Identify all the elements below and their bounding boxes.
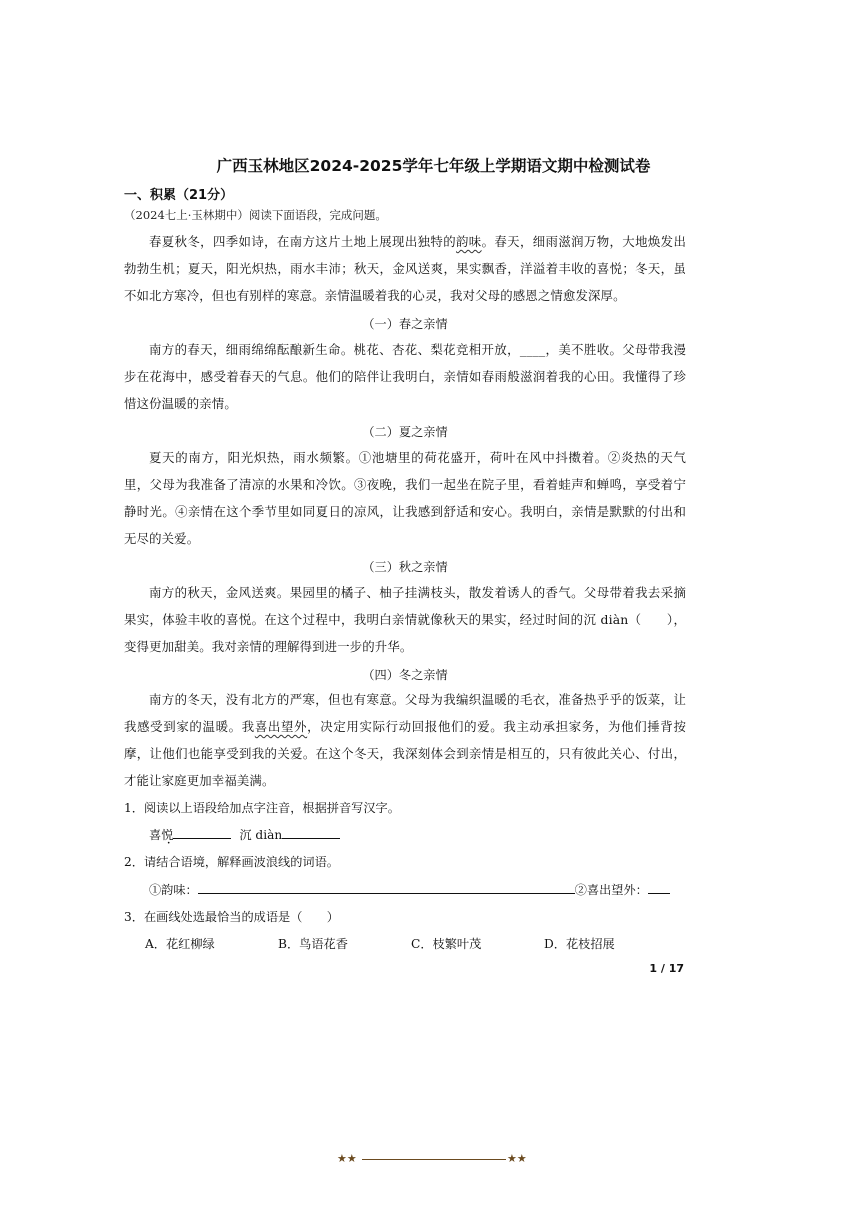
intro-paragraph: 春夏秋冬，四季如诗，在南方这片土地上展现出独特的韵味。春天，细雨滋润万物，大地焕发出勃勃生机；夏天，阳光炽热，雨水丰沛；秋天，金风送爽，果实飘香，洋溢着丰收的喜悦 ·；冬天，虽不如北方寒冷，但也有别样的寒意。亲情温暖着我的心灵，我对父母的感恩之情愈发深厚。: [124, 228, 686, 309]
question-3: 3．在画线处选最恰当的成语是（ ）: [124, 910, 339, 924]
subheading-winter: （四）冬之亲情: [362, 668, 448, 682]
spring-paragraph: 南方的春天，细雨绵绵酝酿新生命。桃花、杏花、梨花竞相开放，____，美不胜收。父母带我漫步在花海中，感受着春天的气息。他们的陪伴让我明白，亲情如春雨般滋润着我的心田。我懂得了珍惜这份温暖的亲情。: [124, 342, 686, 411]
question-1: 1．阅读以上语段给加点字注音，根据拼音写汉字。: [124, 801, 400, 815]
wavy-word-xichuwangwai: 喜出望外: [254, 719, 308, 734]
footer-ornament: [0, 1148, 867, 1168]
question-2: 2．请结合语境，解释画波浪线的词语。: [124, 855, 339, 869]
option-b[interactable]: B．鸟语花香: [278, 937, 348, 951]
summer-paragraph: 夏天的南方，阳光炽热，雨水频繁。①池塘里的荷花盛开，荷叶在风中抖擞着。②炎热的天气里，父母为我准备了清凉的水果和冷饮。③夜晚，我们一起坐在院子里，看着蛙声和蝉鸣，享受着宁静时光。④亲情在这个季节里如同夏日的凉风，让我感到舒适和安心。我明白，亲情是默默的付出和无尽的关爱。: [124, 450, 686, 546]
subheading-autumn: （三）秋之亲情: [362, 560, 448, 574]
star-icon: ★★: [507, 1152, 527, 1165]
question-2-answers: ①韵味： ②喜出望外：: [149, 881, 670, 898]
answer-blank-dian[interactable]: [282, 826, 340, 839]
subheading-spring: （一）春之亲情: [362, 317, 448, 331]
fill-blank: ____: [519, 342, 546, 357]
subheading-summer: （二）夏之亲情: [362, 425, 448, 439]
source-note: （2024七上·玉林期中）阅读下面语段，完成问题。: [124, 208, 387, 222]
option-d[interactable]: D．花枝招展: [544, 937, 615, 951]
page-title: 广西玉林地区2024-2025学年七年级上学期语文期中检测试卷: [216, 157, 651, 175]
option-a[interactable]: A．花红柳绿: [145, 937, 215, 951]
answer-blank-yunwei[interactable]: [198, 881, 575, 894]
autumn-paragraph: 南方的秋天，金风送爽。果园里的橘子、柚子挂满枝头，散发着诱人的香气。父母带着我去采摘果实，体验丰收的喜悦。在这个过程中，我明白亲情就像秋天的果实，经过时间的沉 diàn（ ），变得更加甜美。我对亲情的理解得到进一步的升华。: [124, 585, 686, 654]
answer-blank-yue[interactable]: [173, 826, 231, 839]
footer-divider: [362, 1159, 506, 1160]
wavy-word-yunwei: 韵味: [455, 234, 482, 249]
page-number: 1 / 17: [649, 962, 684, 975]
dotted-char-yue: 悦 ·: [610, 261, 623, 276]
option-c[interactable]: C．枝繁叶茂: [411, 937, 482, 951]
question-1-answers: 喜悦 沉 diàn: [149, 826, 340, 843]
answer-blank-xichuwangwai[interactable]: [648, 881, 670, 894]
star-icon: ★★: [337, 1152, 357, 1165]
section-heading: 一、积累（21分）: [124, 188, 234, 203]
winter-paragraph: 南方的冬天，没有北方的严寒，但也有寒意。父母为我编织温暖的毛衣，准备热乎乎的饭菜，让我感受到家的温暖。我喜出望外，决定用实际行动回报他们的爱。我主动承担家务，为他们捶背按摩，让他们也能享受到我的关爱。在这个冬天，我深刻体会到亲情是相互的，只有彼此关心、付出，才能让家庭更加幸福美满。: [124, 692, 686, 788]
